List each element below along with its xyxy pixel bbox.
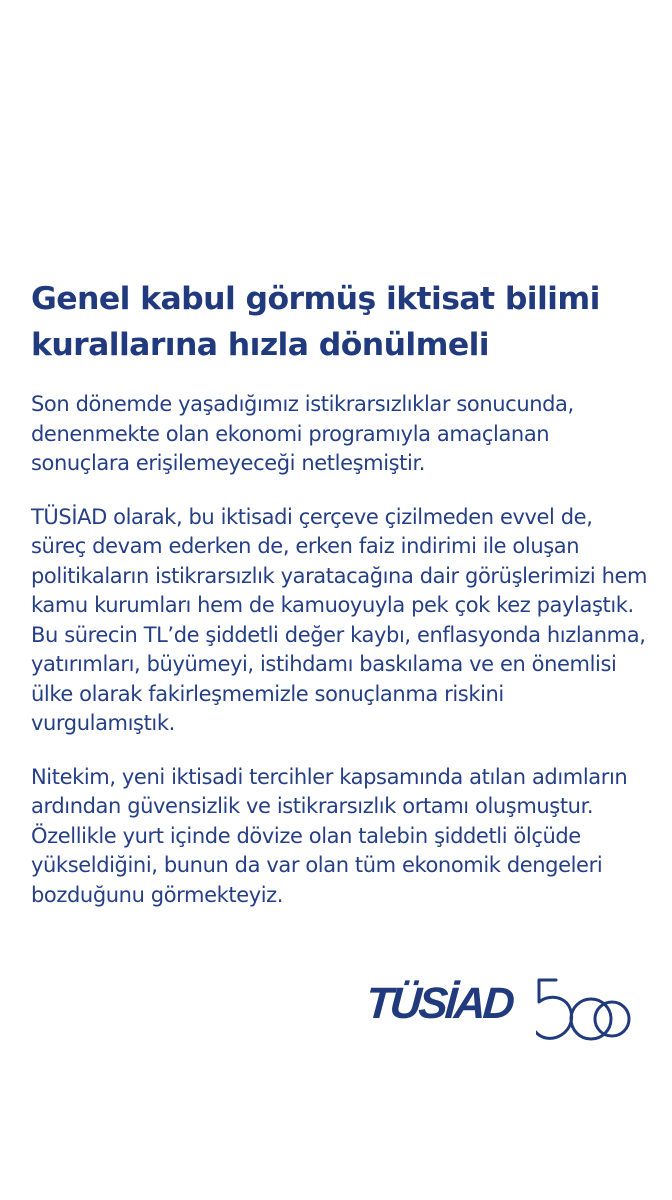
paragraph-2: TÜSİAD olarak, bu iktisadi çerçeve çizilmeden evvel de, süreç devam ederken de, erken faiz indirimi ile oluşan politikaların istikrarsızlık yaratacağına dair görüşlerimizi hem kamu kurumları hem de kamuoyuyla pek çok kez paylaştık. Bu sürecin TL’de şiddetli değer kaybı, enflasyonda hızlanma, yatırımları, büyümeyi, istihdamı baskılama ve en önemlisi ülke olarak fakirleşmemizle sonuçlanma riskini vurgulamıştık.	[31, 504, 648, 735]
headline: Genel kabul görmüş iktisat bilimi kurallarına hızla dönülmeli	[31, 281, 600, 363]
tusiad-logo	[366, 972, 632, 1044]
statement-body	[31, 276, 651, 934]
paragraph-3: Nitekim, yeni iktisadi tercihler kapsamında atılan adımların ardından güvensizlik ve istikrarsızlık ortamı oluşmuştur. Özellikle yurt içinde dövize olan talebin şiddetli ölçüde yükseldiğini, bunun da var olan tüm ekonomik dengeleri bozduğunu görmekteyiz.	[31, 764, 628, 907]
fifty-anniversary-icon	[536, 972, 632, 1044]
logo-wordmark: TÜSİAD	[364, 979, 514, 1028]
paragraph-1: Son dönemde yaşadığımız istikrarsızlıklar sonucunda, denenmekte olan ekonomi programıyla amaçlanan sonuçlara erişilemeyeceği netleşmiştir.	[31, 392, 574, 475]
